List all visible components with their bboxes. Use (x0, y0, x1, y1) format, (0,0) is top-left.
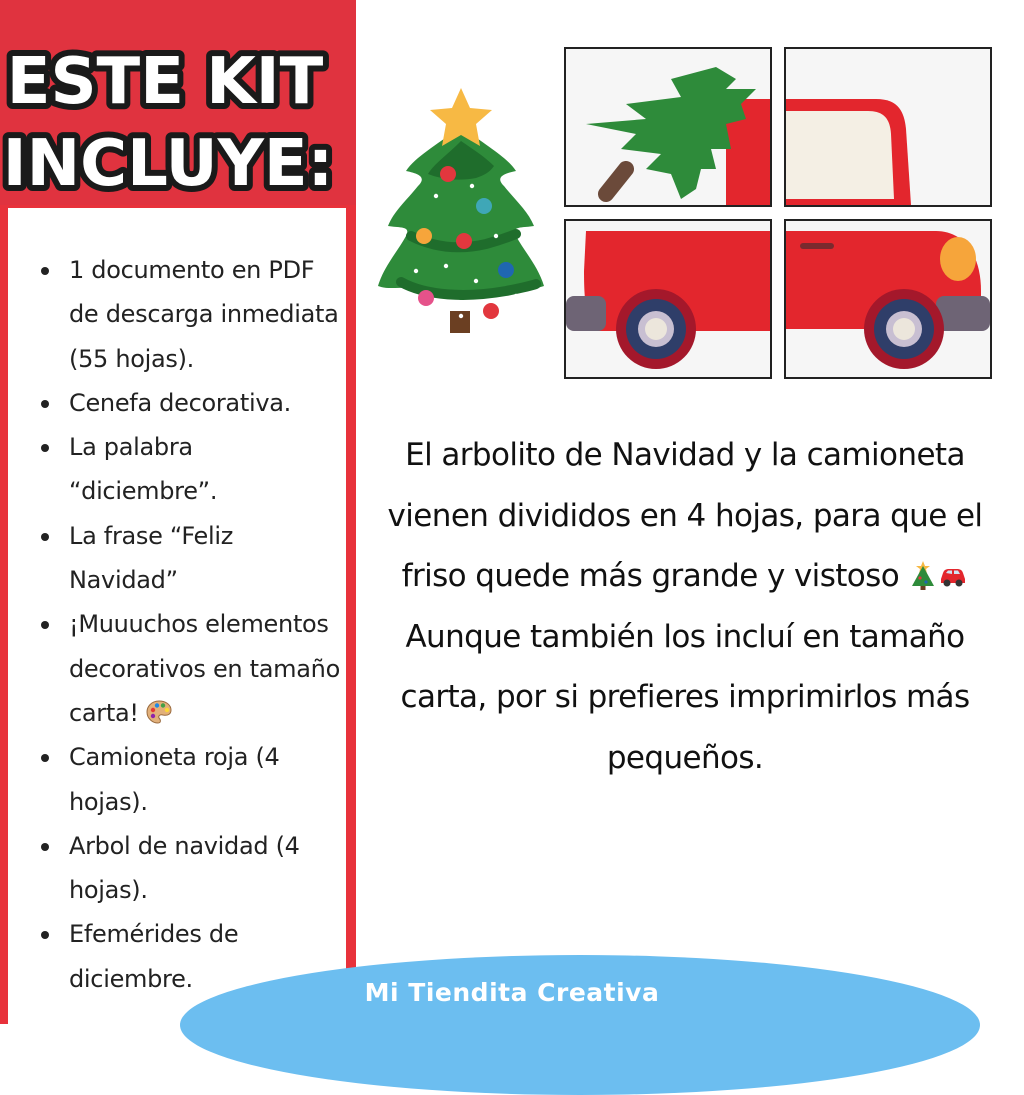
description (380, 425, 990, 788)
list-item (8, 602, 342, 735)
list-item (8, 514, 342, 603)
truck-sheet-bottom-left (564, 219, 772, 379)
kit-title (0, 0, 356, 205)
list-item (8, 381, 342, 425)
left-panel (0, 0, 356, 1024)
christmas-tree-illustration (376, 86, 546, 346)
red-car-icon (938, 560, 968, 590)
header-banner (0, 0, 356, 205)
truck-sheets-preview (564, 47, 996, 383)
truck-sheet-top-left (564, 47, 772, 207)
description-paragraph-2: Aunque también los incluí en tamaño carta, por si prefieres imprimirlos más pequeños. (400, 618, 970, 776)
truck-sheet-bottom-right (784, 219, 992, 379)
list-item (8, 248, 342, 381)
list-item-label: Efemérides de diciembre. (69, 920, 239, 993)
footer-banner (180, 955, 980, 1095)
description-paragraph-1 (380, 425, 990, 607)
title-line-1: ESTE KIT (6, 45, 324, 119)
christmas-tree-icon (908, 560, 938, 590)
truck-sheet-top-right (784, 47, 992, 207)
list-item (8, 425, 342, 514)
list-item-label: Cenefa decorativa. (69, 388, 291, 417)
list-item-label: 1 documento en PDF de descarga inmediata (55 hojas). (69, 256, 339, 373)
title-line-2: INCLUYE: (2, 127, 334, 201)
artist-palette-icon (146, 699, 172, 725)
kit-items-list (8, 248, 342, 1001)
list-item (8, 824, 342, 913)
list-item (8, 735, 342, 824)
brand-name: Mi Tiendita Creativa (364, 978, 660, 1007)
list-item-label: La palabra “diciembre”. (69, 433, 218, 506)
kit-list-box (8, 208, 346, 1024)
list-item-label: La frase “Feliz Navidad” (69, 521, 234, 595)
list-item-label: Camioneta roja (4 hojas). (69, 743, 280, 816)
list-item-label: ¡Muuuchos elementos decorativos en tamaño carta! (69, 610, 340, 727)
list-item-label: Arbol de navidad (4 hojas). (69, 831, 300, 905)
description-text-1: El arbolito de Navidad y la camioneta vienen divididos en 4 hojas, para que el friso quede más grande y vistoso (387, 437, 983, 594)
